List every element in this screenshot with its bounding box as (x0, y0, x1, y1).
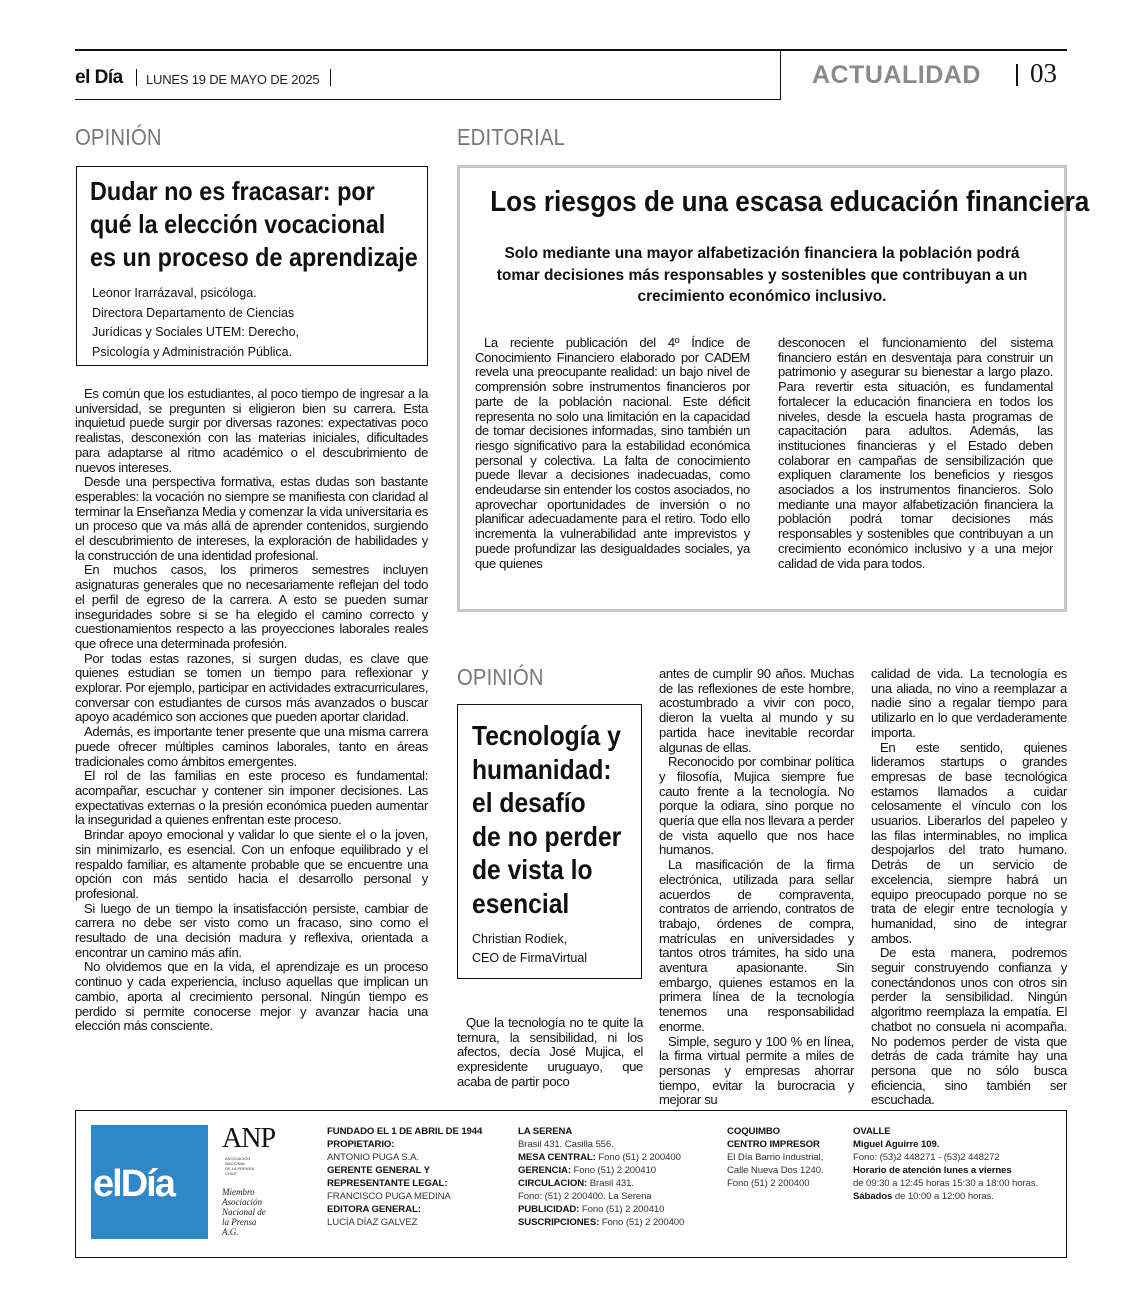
opinion2-paragraph: De esta manera, podremos seguir construyendo confianza y conectándonos unos con otros sin perder la sensibilidad. Ningún algoritmo reemplaza la empatía. El chatbot no consuela ni acompaña. No podemos perder de vista que detrás de cada trámite hay una persona que no sólo busca eficiencia, sino también ser escuchada. (871, 945, 1067, 1108)
page-number: 03 (1030, 58, 1057, 88)
opinion2-paragraph: Que la tecnología no te quite la ternura, la sensibilidad, ni los afectos, decía José Mujica, el expresidente uruguayo, que acaba de partir poco (457, 1015, 643, 1089)
editorial-paragraph: desconocen el funcionamiento del sistema financiero están en desventaja para construir un patrimonio y asegurar su bienestar a largo plazo. Para revertir esta situación, es fundamental fortalecer la educación financiera en todos los niveles, desde la escuela hasta programas de capacitación para adultos. Además, las instituciones financieras y el Estado deben colaborar en campañas de sensibilización que expliquen claramente los beneficios y riesgos asociados a los instrumentos financieros. Solo mediante una mayor alfabetización financiera la población podrá tomar decisiones más responsables y sostenibles que contribuyan a un crecimiento económico inclusivo y a una mejor calidad de vida para todos. (778, 335, 1053, 571)
brand-name: el Día (75, 67, 123, 88)
opinion1-paragraph: Desde una perspectiva formativa, estas dudas son bastante esperables: la vocación no siempre se manifiesta con claridad al terminar la Enseñanza Media y comenzar la vida universitaria es un proceso que va más allá de aprender contenidos, surgiendo el descubrimiento de intereses, la exploración de habilidades y la construcción de una identidad profesional. (75, 474, 428, 563)
opinion2-paragraph: antes de cumplir 90 años. Muchas de las reflexiones de este hombre, acostumbrado a vivir con poco, dieron la vuelta al mundo y su partida hace inevitable recordar algunas de ellas. (659, 666, 854, 755)
opinion1-author: Leonor Irarrázaval, psicóloga. Directora Departamento de Ciencias Jurídicas y Sociales UTEM: Derecho, Psicología y Administración Pública. (92, 286, 300, 359)
opinion2-author: Christian Rodiek, CEO de FirmaVirtual (472, 932, 588, 965)
opinion2-section-label: OPINIÓN (457, 664, 544, 690)
editorial-section-label: EDITORIAL (457, 124, 566, 150)
opinion1-body (75, 387, 428, 1034)
anp-logo-small: ASOCIACIÓN NACIONAL DE LA PRENSA CHILE (225, 1156, 254, 1176)
anp-member-text: Miembro Asociación Nacional de la Prensa A.G. (222, 1187, 266, 1237)
footer-col-la-serena: LA SERENA Brasil 431. Casilla 556. MESA CENTRAL: Fono (51) 2 200400 GERENCIA: Fono (51) 2 200410 CIRCULACION: Brasil 431. Fono: (51) 2 200400. La Serena PUBLICIDAD: Fono (51) 2 200410 SUSCRIPCIONES: Fono (51) 2 200400 (518, 1126, 685, 1228)
header-bottom-rule (75, 99, 781, 100)
anp-logo-mark: ANP (222, 1123, 276, 1154)
opinion2-title: Tecnología y humanidad: el desafío de no perder de vista lo esencial (472, 720, 622, 919)
opinion1-paragraph: Brindar apoyo emocional y validar lo que siente el o la joven, sin minimizarlo, es esencial. Con un enfoque equilibrado y el respaldo familiar, es altamente probable que se encuentre una opción con más sentido hacia el desarrollo personal y profesional. (75, 827, 428, 901)
editorial-column-1 (475, 336, 750, 571)
opinion2-title-box (457, 704, 642, 979)
issue-date: LUNES 19 DE MAYO DE 2025 (146, 72, 320, 87)
opinion1-title-box (76, 166, 428, 366)
opinion1-paragraph: Por todas estas razones, si surgen dudas, es clave que quienes estudian se tomen un tiempo para reflexionar y explorar. Por ejemplo, participar en actividades extracurriculares, conversar con estudiantes de cursos más avanzados o buscar apoyo académico son acciones que pueden aportar claridad. (75, 650, 428, 725)
header-sep-2 (330, 69, 331, 86)
footer-logo-text: elDía (93, 1163, 174, 1205)
opinion2-paragraph: calidad de vida. La tecnología es una aliada, no vino a reemplazar a nadie sino a regalar tiempo para utilizarlo en lo que verdaderamente importa. (871, 666, 1067, 740)
opinion1-paragraph: Si luego de un tiempo la insatisfacción persiste, cambiar de carrera no debe ser visto como un fracaso, sino como el resultado de una decisión madura y reflexiva, orientada a encontrar un camino más afín. (75, 900, 428, 960)
editorial-subtitle: Solo mediante una mayor alfabetización financiera la población podrá tomar decisiones más responsables y sostenibles que contribuyan a un crecimiento económico inclusivo. (496, 245, 1028, 305)
opinion1-paragraph: En muchos casos, los primeros semestres incluyen asignaturas generales que no necesariamente reflejan del todo el perfil de egreso de la carrera. A esto se pueden sumar inseguridades sobre si se ha elegido el camino correcto y cuestionamientos respecto a las proyecciones laborales reales que ofrece una determinada profesión. (75, 562, 428, 651)
opinion1-paragraph: No olvidemos que en la vida, el aprendizaje es un proceso continuo y cada experiencia, incluso aquellas que implican un cambio, aporta al crecimiento personal. Ningún tiempo es perdido si permite conocerse mejor y avanzar hacia una elección más consciente. (75, 959, 428, 1034)
opinion2-column-1 (457, 1016, 643, 1090)
opinion2-paragraph: Simple, seguro y 100 % en línea, la firma virtual permite a miles de personas y empresas ahorrar tiempo, evitar la burocracia y mejorar su (659, 1033, 854, 1108)
opinion1-title: Dudar no es fracasar: por qué la elección vocacional es un proceso de aprendizaje (90, 176, 418, 272)
opinion2-paragraph: La masificación de la firma electrónica, utilizada para sellar acuerdos de compraventa, contratos de arriendo, contratos de trabajo, órdenes de compra, matrículas en universidades y tantos otros trámites, ha sido una aventura apasionante. Sin embargo, quienes estamos en la primera línea de la tecnología tenemos una responsabilidad enorme. (659, 857, 854, 1034)
section-name: ACTUALIDAD (812, 61, 981, 89)
header-sep-3 (1016, 64, 1018, 86)
editorial-box (457, 165, 1090, 612)
opinion1-paragraph: Además, es importante tener presente que una misma carrera puede ofrecer múltiples caminos laborales, tanto en áreas tradicionales como ámbitos emergentes. (75, 724, 428, 769)
opinion2-paragraph: Reconocido por combinar política y filosofía, Mujica siempre fue cauto frente a la tecnología. No porque la odiara, sino porque no quería que ella nos llevara a perder de vista aquello que nos hace humanos. (659, 754, 854, 858)
editorial-paragraph: La reciente publicación del 4º Índice de Conocimiento Financiero elaborado por CADEM revela una preocupante realidad: un bajo nivel de comprensión sobre instrumentos financieros por parte de la población nacional. Este déficit representa no solo una limitación en la capacidad de tomar decisiones informadas, sino también un riesgo significativo para la estabilidad económica personal y colectiva. La falta de conocimiento puede llevar a decisiones inadecuadas, como endeudarse sin entender los costos asociados, no aprovechar oportunidades de inversión o no planificar adecuadamente para el retiro. Todo ello incrementa la vulnerabilidad ante imprevistos y puede profundizar las desigualdades sociales, ya que quienes (475, 335, 750, 571)
header-top-rule (75, 49, 1067, 51)
header-divider-vertical (780, 50, 781, 100)
header-sep-1 (136, 69, 137, 86)
editorial-column-2 (778, 336, 1053, 571)
opinion1-section-label: OPINIÓN (75, 124, 162, 150)
opinion2-column-2 (659, 667, 854, 1108)
anp-logo (222, 1123, 276, 1176)
footer-col-coquimbo: COQUIMBO CENTRO IMPRESOR El Día Barrio Industrial, Calle Nueva Dos 1240. Fono (51) 2 200400 (727, 1126, 824, 1189)
opinion1-paragraph: Es común que los estudiantes, al poco tiempo de ingresar a la universidad, se pregunten si eligieron bien su carrera. Esta inquietud puede surgir por diversas razones: expectativas poco realistas, desconexión con las materias iniciales, dificultades para adaptarse al ritmo académico o el descubrimiento de nuevos intereses. (75, 386, 428, 475)
opinion2-column-3 (871, 667, 1067, 1108)
footer-col-ovalle: OVALLE Miguel Aguirre 109. Fono: (53)2 448271 - (53)2 448272 Horario de atención lunes a viernes de 09:30 a 12:45 horas 15:30 a 18:00 horas. Sábados de 10:00 a 12:00 horas. (853, 1126, 1039, 1202)
opinion2-paragraph: En este sentido, quienes lideramos startups o grandes empresas de base tecnológica estamos llamados a cuidar celosamente el vínculo con los usuarios. Liberarlos del papeleo y las filas interminables, no implica despojarlos del trato humano. Detrás de un servicio de excelencia, siempre habrá un equipo preocupado porque no se trata de elegir entre tecnología y humanidad, sino de integrar ambos. (871, 739, 1067, 946)
editorial-title: Los riesgos de una escasa educación financiera (490, 186, 1090, 218)
opinion1-paragraph: El rol de las familias en este proceso es fundamental: acompañar, escuchar y contener sin imponer decisiones. Las expectativas externas o la presión económica pueden aumentar la inseguridad a quienes enfrentan este proceso. (75, 768, 428, 828)
footer-logo (91, 1125, 208, 1239)
footer-col-founded: FUNDADO EL 1 DE ABRIL DE 1944 PROPIETARIO: ANTONIO PUGA S.A. GERENTE GENERAL Y REPRESENTANTE LEGAL: FRANCISCO PUGA MEDINA EDITORA GENERAL: LUCÍA DÍAZ GALVEZ (327, 1126, 483, 1228)
